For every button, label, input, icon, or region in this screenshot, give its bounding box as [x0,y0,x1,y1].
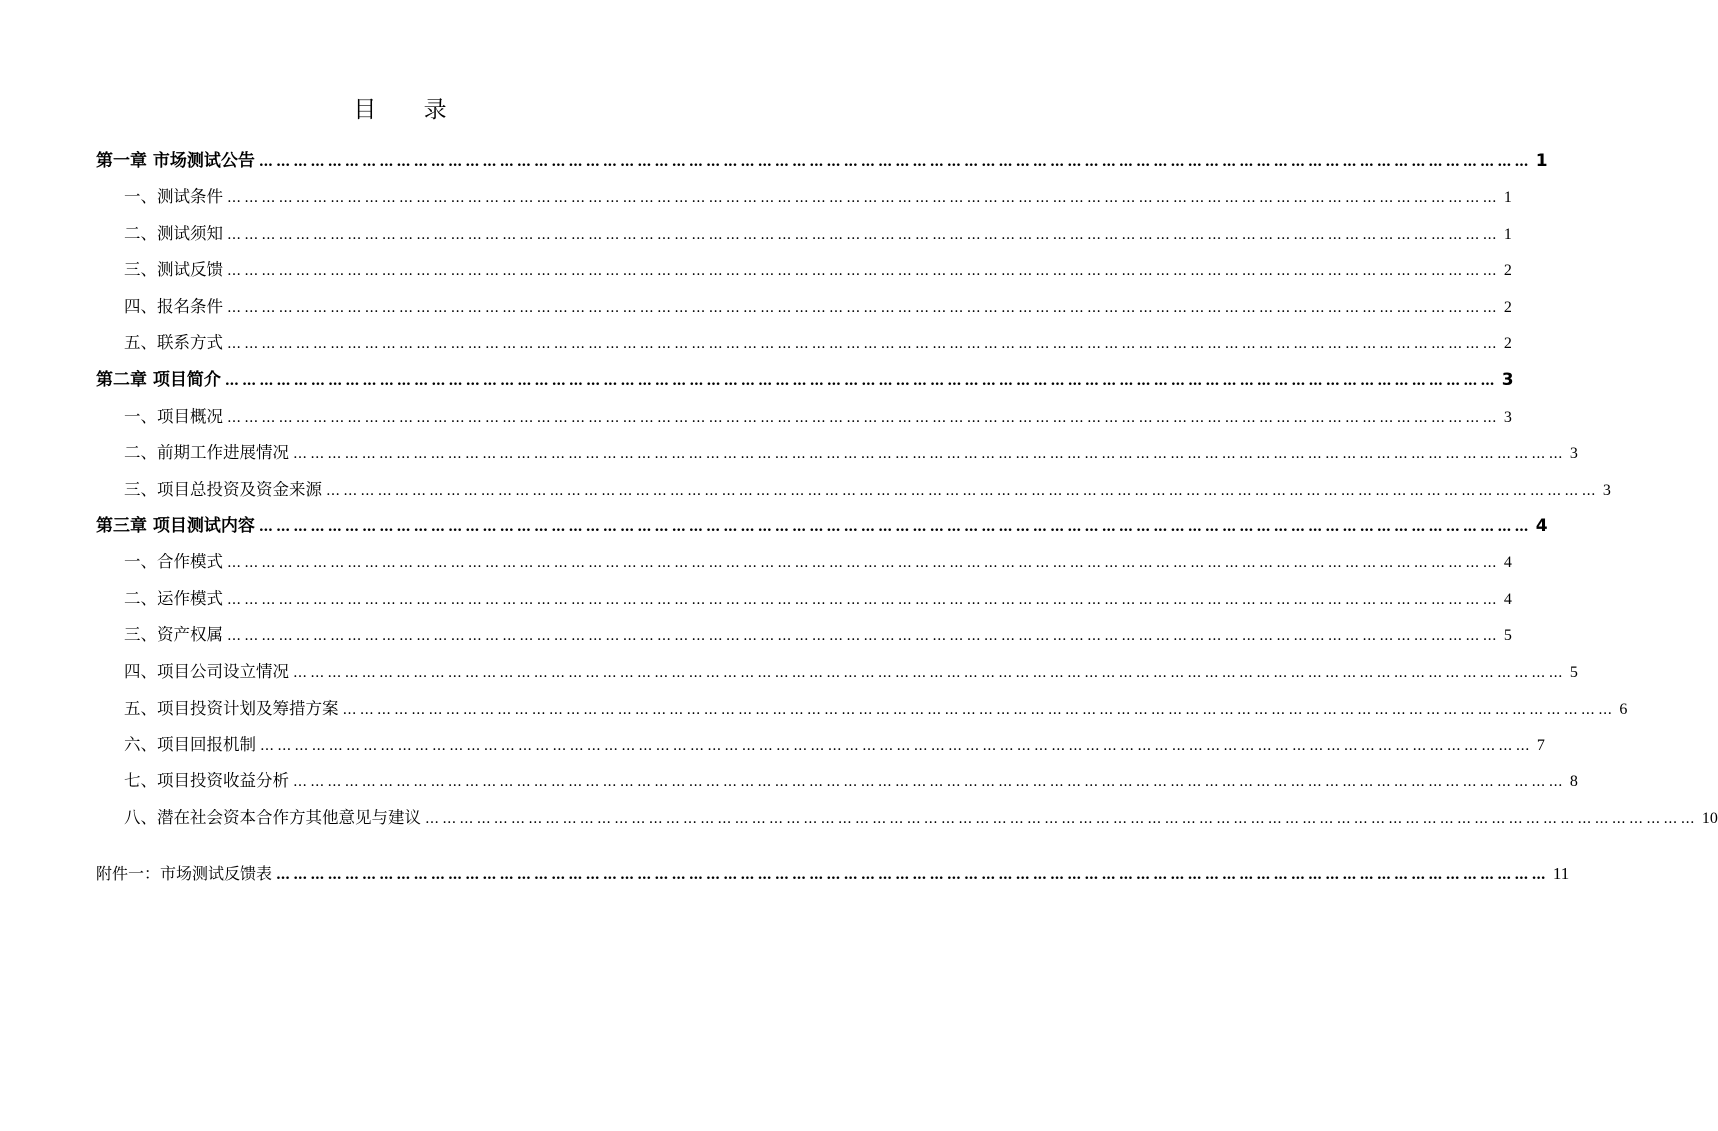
toc-page-number: 1 [1503,189,1512,206]
dot-leader: …………………………………………………………………………………………………………………………………………………………………………………………………… [293,665,1566,681]
toc-entry-label: 七、项目投资收益分析 [124,771,289,790]
toc-entry-section[interactable] [124,805,1718,831]
dot-leader: …………………………………………………………………………………………………………………………………………………………………………………………………… [293,774,1566,790]
toc-entry-section[interactable] [124,404,1512,430]
toc-entry-section[interactable] [124,696,1628,722]
toc-entry-label: 六、项目回报机制 [124,735,256,754]
toc-page-number: 1 [1535,151,1548,171]
toc-page-number: 2 [1503,262,1512,279]
toc-entry-section[interactable] [124,221,1512,247]
toc-entry-section[interactable] [124,549,1512,575]
toc-entry-section[interactable] [124,586,1512,612]
toc-page-number: 4 [1503,554,1512,571]
toc-entry-section[interactable] [124,257,1512,283]
toc-entry-label: 第三章 项目测试内容 [96,516,255,536]
toc-entry-label: 二、测试须知 [124,224,223,243]
toc-page-number: 6 [1619,701,1628,718]
toc-title: 目 录 [353,97,467,123]
dot-leader: …………………………………………………………………………………………………………………………………………………………………………………………………… [227,628,1500,644]
dot-leader: …………………………………………………………………………………………………………………………………………………………………………………………………… [293,446,1566,462]
dot-leader: …………………………………………………………………………………………………………………………………………………………………………………………………… [227,410,1500,426]
toc-entry-label: 一、合作模式 [124,552,223,571]
toc-entry-section[interactable] [124,440,1578,466]
toc-page-number: 7 [1536,737,1545,754]
toc-entry-section[interactable] [124,768,1578,794]
toc-entry-chapter-1[interactable] [96,148,1548,174]
toc-page-number: 3 [1569,445,1578,462]
toc-entry-label: 五、联系方式 [124,333,223,352]
toc-entry-label: 三、项目总投资及资金来源 [124,480,322,499]
toc-entry-section[interactable] [124,622,1512,648]
dot-leader: …………………………………………………………………………………………………………………………………………………………………………………………………… [227,227,1500,243]
toc-entry-chapter-3[interactable] [96,513,1548,539]
toc-entry-label: 八、潜在社会资本合作方其他意见与建议 [124,808,421,827]
dot-leader: …………………………………………………………………………………………………………………………………………………………………………………………………… [224,373,1498,389]
toc-page-number: 5 [1569,664,1578,681]
toc-entry-label: 一、测试条件 [124,187,223,206]
toc-page-number: 4 [1535,516,1548,536]
dot-leader: …………………………………………………………………………………………………………………………………………………………………………………………………… [227,555,1500,571]
dot-leader: …………………………………………………………………………………………………………………………………………………………………………………………………… [258,154,1532,170]
toc-entry-chapter-2[interactable] [96,367,1514,393]
toc-entry-label: 附件一：市场测试反馈表 [96,864,273,883]
toc-page-number: 11 [1552,864,1570,883]
toc-page-number: 2 [1503,299,1512,316]
dot-leader: …………………………………………………………………………………………………………………………………………………………………………………………………… [326,483,1599,499]
toc-entry-label: 第一章 市场测试公告 [96,151,255,171]
toc-entry-label: 四、项目公司设立情况 [124,662,289,681]
dot-leader: …………………………………………………………………………………………………………………………………………………………………………………………………… [227,190,1500,206]
dot-leader: …………………………………………………………………………………………………………………………………………………………………………………………………… [227,300,1500,316]
toc-entry-section[interactable] [124,294,1512,320]
toc-entry-label: 二、前期工作进展情况 [124,443,289,462]
toc-entry-appendix[interactable] [96,861,1570,887]
toc-page-number: 2 [1503,335,1512,352]
toc-entry-section[interactable] [124,184,1512,210]
toc-entry-section[interactable] [124,330,1512,356]
toc-page-number: 10 [1701,810,1718,827]
toc-page-number: 3 [1503,409,1512,426]
toc-page-number: 5 [1503,627,1512,644]
dot-leader: …………………………………………………………………………………………………………………………………………………………………………………………………… [227,336,1500,352]
toc-entry-label: 一、项目概况 [124,407,223,426]
toc-entry-section[interactable] [124,659,1578,685]
toc-entry-label: 二、运作模式 [124,589,223,608]
dot-leader: …………………………………………………………………………………………………………………………………………………………………………………………………… [260,738,1533,754]
toc-page-number: 3 [1501,370,1514,390]
toc-page-number: 4 [1503,591,1512,608]
dot-leader: …………………………………………………………………………………………………………………………………………………………………………………………………… [227,592,1500,608]
dot-leader: …………………………………………………………………………………………………………………………………………………………………………………………………… [258,519,1532,535]
dot-leader: …………………………………………………………………………………………………………………………………………………………………………………………………… [425,811,1698,827]
toc-entry-section[interactable] [124,477,1611,503]
dot-leader: …………………………………………………………………………………………………………………………………………………………………………………………………… [276,867,1549,883]
toc-entry-section[interactable] [124,732,1545,758]
toc-page-number: 1 [1503,226,1512,243]
dot-leader: …………………………………………………………………………………………………………………………………………………………………………………………………… [227,263,1500,279]
toc-entry-label: 第二章 项目简介 [96,370,221,390]
toc-page-number: 3 [1602,482,1611,499]
toc-entry-label: 五、项目投资计划及筹措方案 [124,699,339,718]
toc-entry-label: 三、资产权属 [124,625,223,644]
toc-entry-label: 四、报名条件 [124,297,223,316]
dot-leader: …………………………………………………………………………………………………………………………………………………………………………………………………… [342,702,1616,718]
toc-entry-label: 三、测试反馈 [124,260,223,279]
toc-page-number: 8 [1569,773,1578,790]
